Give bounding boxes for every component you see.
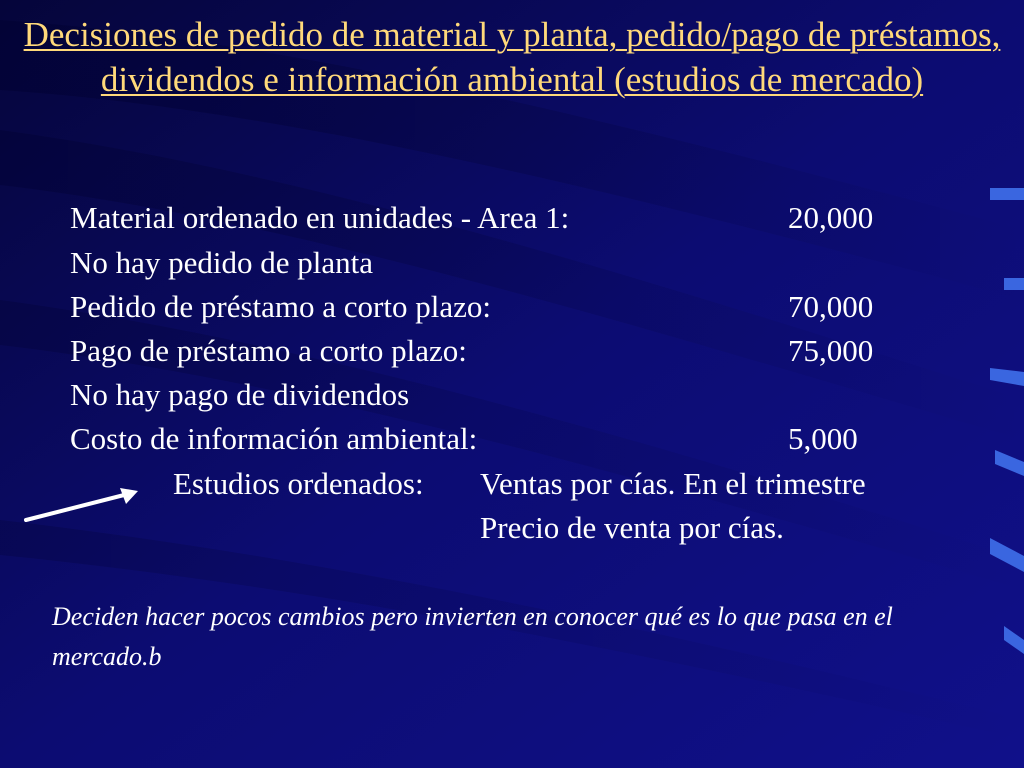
decision-row-loan-request bbox=[70, 285, 874, 329]
row-label: No hay pedido de planta bbox=[70, 245, 374, 280]
row-label: Material ordenado en unidades - Area 1: bbox=[70, 200, 570, 235]
studies-label: Estudios ordenados: bbox=[173, 466, 424, 501]
studies-item: Precio de venta por cías. bbox=[480, 510, 784, 545]
conclusion-note: Deciden hacer pocos cambios pero invierten en conocer qué es lo que pasa en el mercado.b bbox=[52, 602, 893, 671]
studies-item: Ventas por cías. En el trimestre bbox=[480, 466, 866, 501]
decision-row-loan-payment bbox=[70, 329, 874, 373]
decision-row-material bbox=[70, 196, 874, 240]
row-value: 5,000 bbox=[788, 421, 858, 456]
row-label: Pedido de préstamo a corto plazo: bbox=[70, 289, 491, 324]
decision-row-info-cost bbox=[70, 417, 858, 461]
row-value: 75,000 bbox=[788, 333, 874, 368]
row-value: 70,000 bbox=[788, 289, 874, 324]
slide-title: Decisiones de pedido de material y planta, pedido/pago de préstamos, dividendos e información ambiental (estudios de mercado) bbox=[23, 15, 1001, 99]
row-label: Costo de información ambiental: bbox=[70, 421, 478, 456]
decision-row-dividends bbox=[70, 373, 409, 417]
arrow-right-icon bbox=[20, 480, 144, 530]
row-label: No hay pago de dividendos bbox=[70, 377, 410, 412]
accent-dash bbox=[990, 188, 1024, 200]
row-value: 20,000 bbox=[788, 200, 874, 235]
row-label: Pago de préstamo a corto plazo: bbox=[70, 333, 467, 368]
decision-row-plant bbox=[70, 241, 373, 285]
accent-dash bbox=[1004, 278, 1024, 290]
